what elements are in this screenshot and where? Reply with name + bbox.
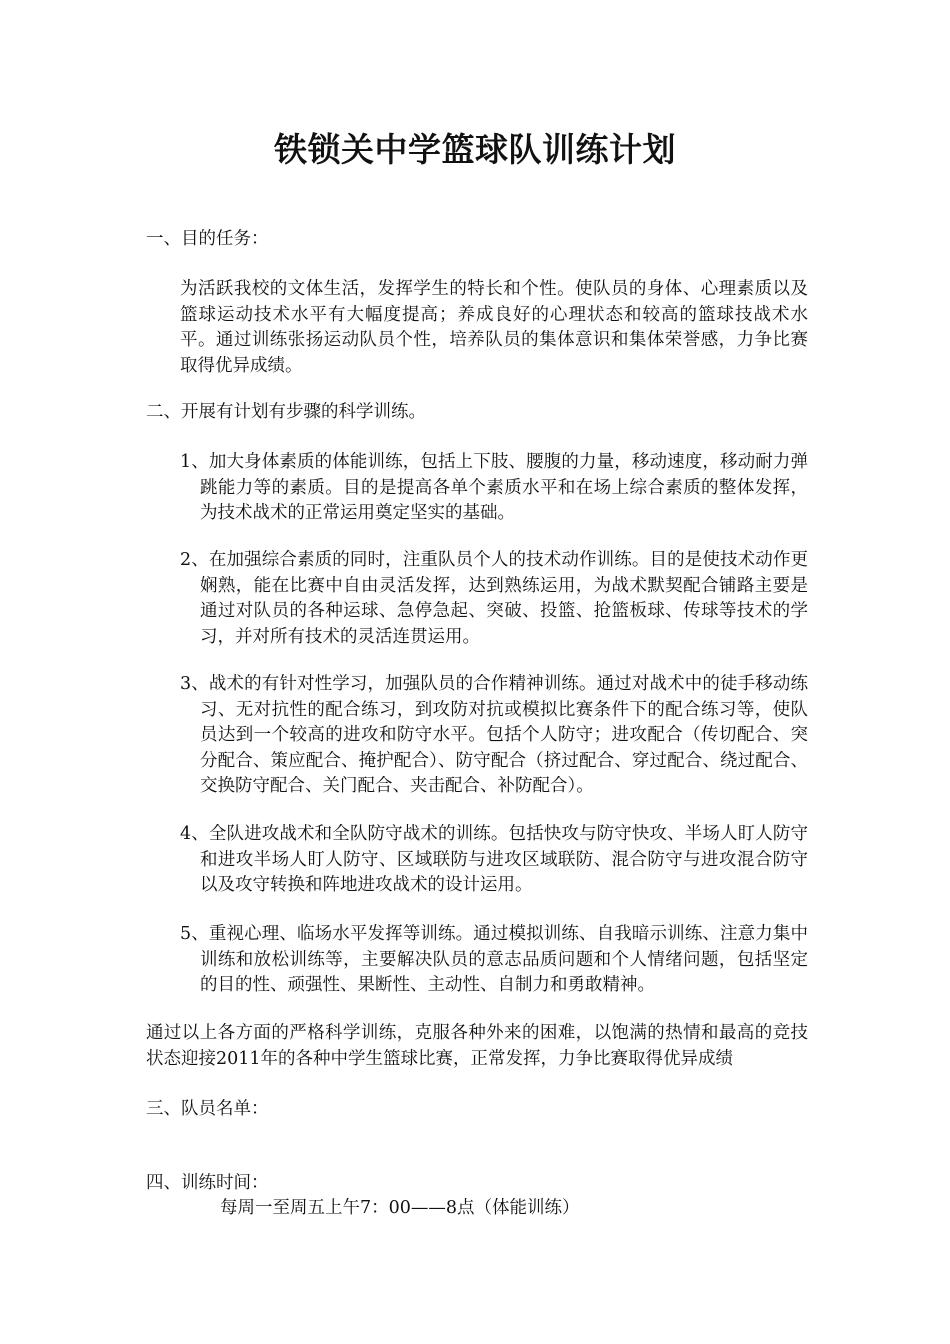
training-item-3: 3、战术的有针对性学习，加强队员的合作精神训练。通过对战术中的徒手移动练习、无对抗性的配合练习，到攻防对抗或模拟比赛条件下的配合练习等，使队员达到一个较高的进攻和防守水平。包括个人防守；进攻配合（传切配合、突分配合、策应配合、掩护配合）、防守配合（挤过配合、穿过配合、绕过配合、交换防守配合、关门配合、夹击配合、补防配合）。: [180, 674, 808, 796]
section-goal-paragraph: 为活跃我校的文体生活，发挥学生的特长和个性。使队员的身体、心理素质以及篮球运动技术水平有大幅度提高；养成良好的心理状态和较高的篮球技战术水平。通过训练张扬运动队员个性，培养队员的集体意识和集体荣誉感，力争比赛取得优异成绩。: [180, 279, 808, 376]
schedule-line: 每周一至周五上午7：00——8点（体能训练）: [220, 1198, 580, 1218]
training-item-4: 4、全队进攻战术和全队防守战术的训练。包括快攻与防守快攻、半场人盯人防守和进攻半场人盯人防守、区域联防与进攻区域联防、混合防守与进攻混合防守以及攻守转换和阵地进攻战术的设计运用。: [180, 824, 808, 895]
page-title: 铁锁关中学篮球队训练计划: [274, 130, 676, 169]
section-schedule-heading: 四、训练时间：: [146, 1173, 269, 1193]
training-item-2: 2、在加强综合素质的同时，注重队员个人的技术动作训练。目的是使技术动作更娴熟，能在比赛中自由灵活发挥，达到熟练运用，为战术默契配合铺路主要是通过对队员的各种运球、急停急起、突破、投篮、抢篮板球、传球等技术的学习，并对所有技术的灵活连贯运用。: [180, 550, 808, 647]
section-training-heading: 二、开展有计划有步骤的科学训练。: [146, 402, 426, 422]
training-item-1: 1、加大身体素质的体能训练，包括上下肢、腰腹的力量，移动速度，移动耐力弹跳能力等的素质。目的是提高各单个素质水平和在场上综合素质的整体发挥，为技术战术的正常运用奠定坚实的基础。: [180, 452, 808, 523]
training-item-5: 5、重视心理、临场水平发挥等训练。通过模拟训练、自我暗示训练、注意力集中训练和放松训练等，主要解决队员的意志品质问题和个人情绪问题，包括坚定的目的性、顽强性、果断性、主动性、自制力和勇敢精神。: [180, 924, 808, 995]
training-summary: 通过以上各方面的严格科学训练，克服各种外来的困难，以饱满的热情和最高的竞技状态迎接2011年的各种中学生篮球比赛，正常发挥，力争比赛取得优异成绩: [146, 1023, 808, 1069]
section-roster-heading: 三、队员名单：: [146, 1099, 269, 1119]
section-goal-heading: 一、目的任务：: [146, 229, 269, 249]
